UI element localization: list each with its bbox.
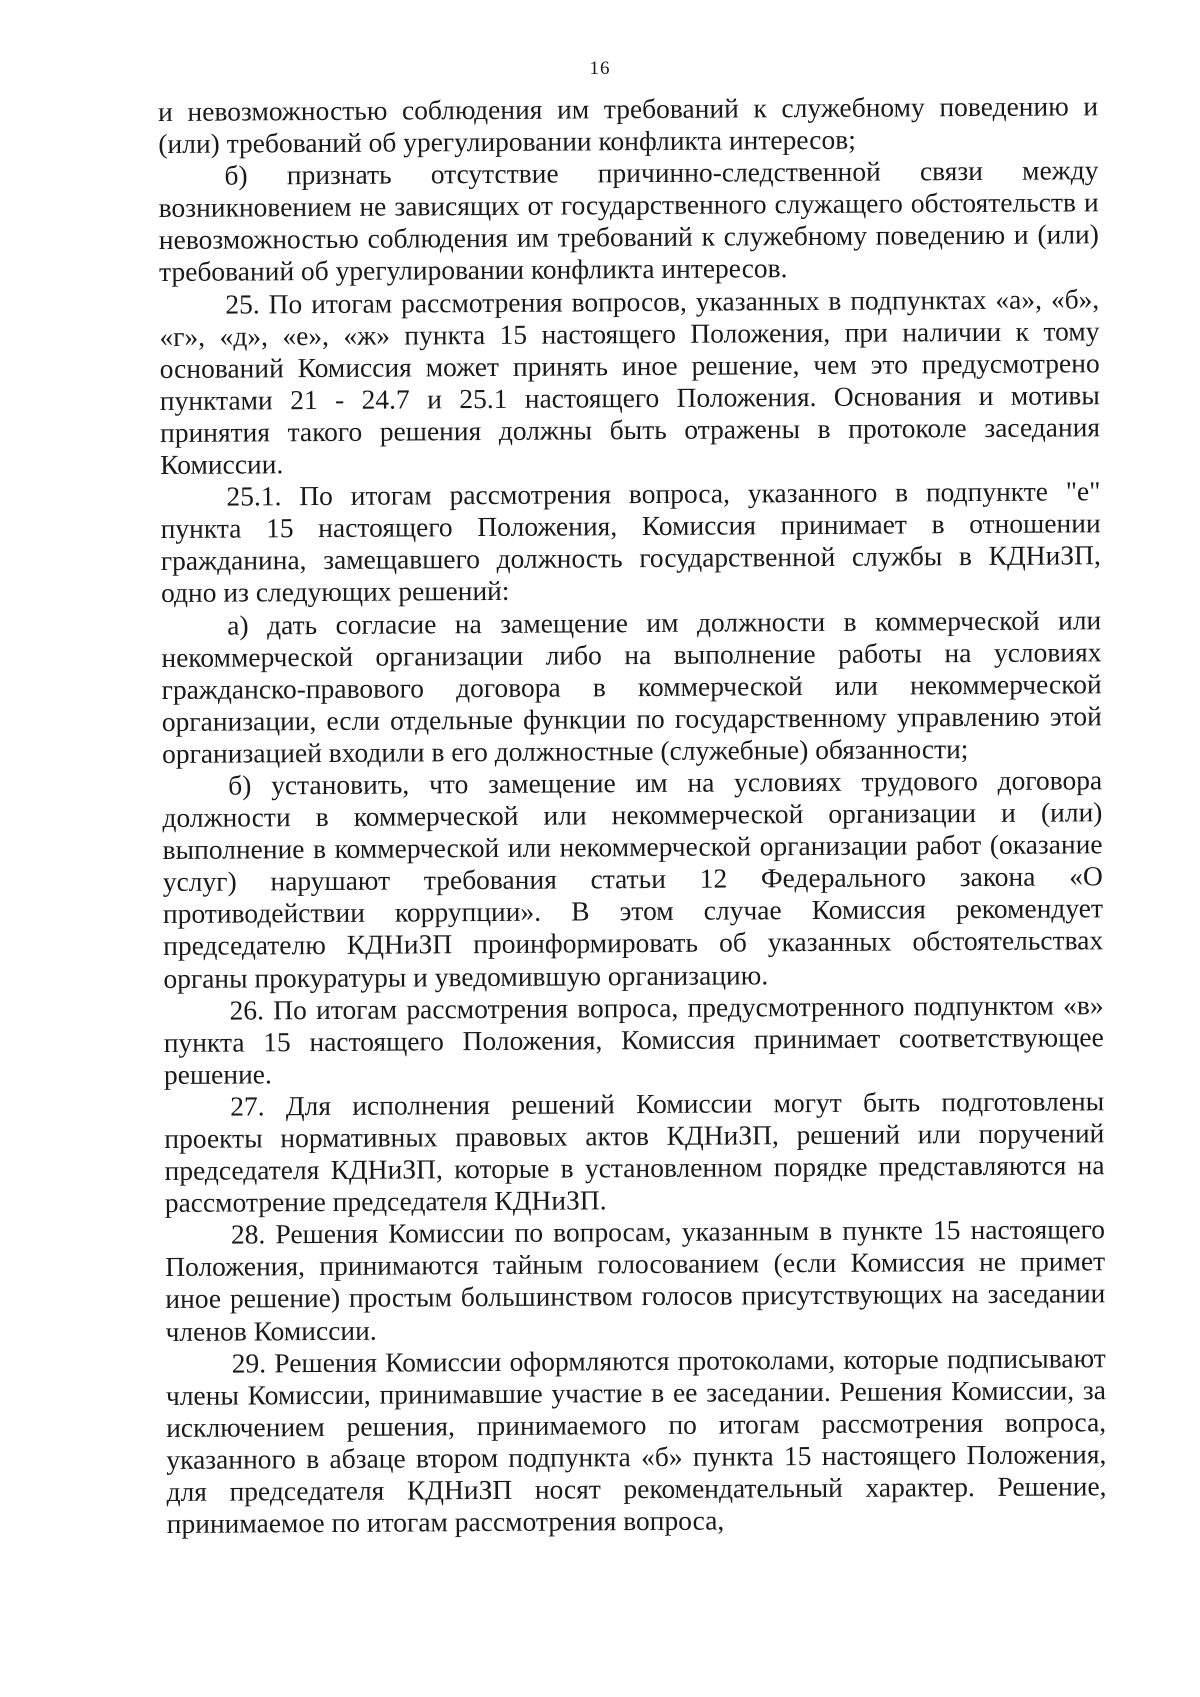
paragraph-28: 28. Решения Комиссии по вопросам, указанным в пункте 15 настоящего Положения, принимаются тайным голосованием (если Комиссия не примет иное решение) простым большинством голосов присутствующих на заседании членов Комиссии.: [165, 1213, 1106, 1347]
page-number: 16: [589, 58, 611, 79]
document-body: [158, 90, 1107, 1540]
paragraph-24b: б) признать отсутствие причинно-следственной связи между возникновением не зависящих от государственного служащего обстоятельств и невозможностью соблюдения им требований к служебному поведению и (или) требований об урегулировании конфликта интересов.: [158, 154, 1099, 288]
paragraph-27: 27. Для исполнения решений Комиссии могут быть подготовлены проекты нормативных правовых актов КДНиЗП, решений или поручений председателя КДНиЗП, которые в установленном порядке представляются на рассмотрение председателя КДНиЗП.: [164, 1085, 1105, 1219]
paragraph-continuation: и невозможностью соблюдения им требований к служебному поведению и (или) требований об урегулировании конфликта интересов;: [158, 90, 1099, 160]
paragraph-25-1a: а) дать согласие на замещение им должности в коммерческой или некоммерческой организации либо на выполнение работы на условиях гражданско-правового договора в коммерческой или некоммерческой организации, если отдельные функции по государственному управлению этой организацией входили в его должностные (служебные) обязанности;: [161, 603, 1102, 769]
paragraph-25-1: 25.1. По итогам рассмотрения вопроса, указанного в подпункте "е" пункта 15 настоящего Положения, Комиссия принимает в отношении гражданина, замещавшего должность государственной службы в КДНиЗП, одно из следующих решений:: [160, 475, 1101, 609]
paragraph-25-1b: б) установить, что замещение им на условиях трудового договора должности в коммерческой или некоммерческой организации и (или) выполнение в коммерческой или некоммерческой организации работ (оказание услуг) нарушают требования статьи 12 Федерального закона «О противодействии коррупции». В этом случае Комиссия рекомендует председателю КДНиЗП проинформировать об указанных обстоятельствах органы прокуратуры и уведомившую организацию.: [162, 764, 1104, 994]
paragraph-26: 26. По итогам рассмотрения вопроса, предусмотренного подпунктом «в» пункта 15 настоящего Положения, Комиссия принимает соответствующее решение.: [163, 988, 1104, 1090]
paragraph-29: 29. Решения Комиссии оформляются протоколами, которые подписывают члены Комиссии, принимавшие участие в ее заседании. Решения Комиссии, за исключением решения, принимаемого по итогам рассмотрения вопроса, указанного в абзаце втором подпункта «б» пункта 15 настоящего Положения, для председателя КДНиЗП носят рекомендательный характер. Решение, принимаемое по итогам рассмотрения вопроса,: [165, 1341, 1107, 1540]
paragraph-25: 25. По итогам рассмотрения вопросов, указанных в подпунктах «а», «б», «г», «д», «е», «ж» пункта 15 настоящего Положения, при наличии к тому оснований Комиссия может принять иное решение, чем это предусмотрено пунктами 21 - 24.7 и 25.1 настоящего Положения. Основания и мотивы принятия такого решения должны быть отражены в протоколе заседания Комиссии.: [159, 282, 1101, 481]
